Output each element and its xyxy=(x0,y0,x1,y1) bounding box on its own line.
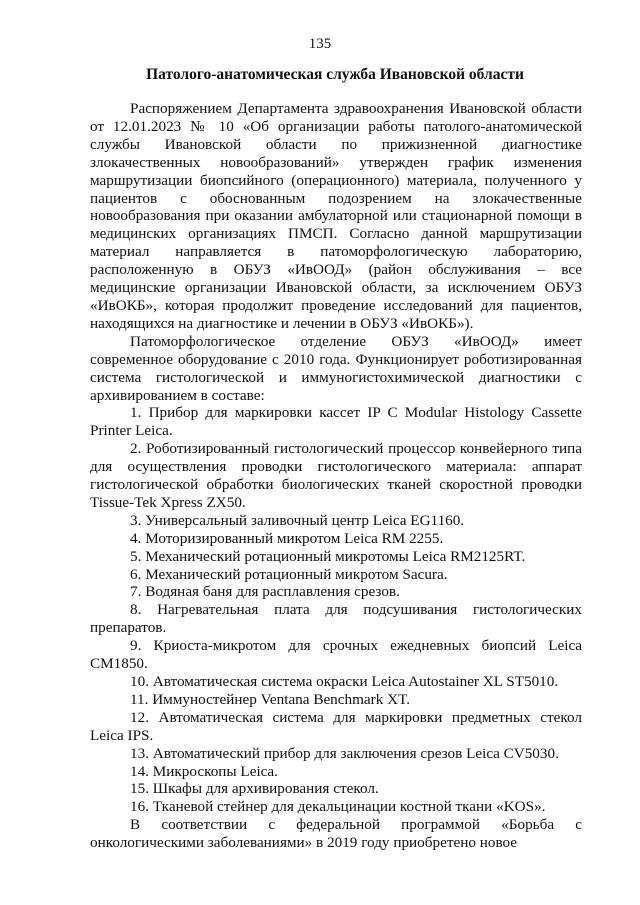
list-item: 14. Микроскопы Leica. xyxy=(130,762,278,780)
list-item: 2. Роботизированный гистологический процессор конвейерного типа для осуществления проводки гистологического материала: аппарат гистологической обработки биологических тканей скоростной проводки Tissue-Tek Xpress ZX50. xyxy=(90,440,582,511)
paragraph: Патоморфологическое отделение ОБУЗ «ИвООД» имеет современное оборудование с 2010 года. Функционирует роботизированная система гистологической и иммуногистохимической диагностики с архивированием в составе: xyxy=(90,332,582,404)
list-item: 16. Тканевой стейнер для декальцинации костной ткани «KOS». xyxy=(130,798,546,816)
list-item: 15. Шкафы для архивирования стекол. xyxy=(130,780,379,798)
document-body xyxy=(90,100,582,852)
list-item: 8. Нагревательная плата для подсушивания гистологических препаратов. xyxy=(90,601,582,637)
list-item: 4. Моторизированный микротом Leica RM 2255. xyxy=(130,529,444,547)
list-item: 1. Прибор для маркировки кассет IP C Modular Histology Cassette Printer Leica. xyxy=(90,404,582,440)
section-title: Патолого-анатомическая служба Ивановской области xyxy=(146,66,524,83)
page-number: 135 xyxy=(308,36,332,52)
list-item: 12. Автоматическая система для маркировки предметных стекол Leica IPS. xyxy=(90,708,582,744)
paragraph: В соответствии с федеральной программой «Борьба с онкологическими заболеваниями» в 2019 году приобретено новое xyxy=(90,816,582,852)
list-item: 9. Криоста-микротом для срочных ежедневных биопсий Leica CM1850. xyxy=(90,637,582,673)
list-item: 13. Автоматический прибор для заключения срезов Leica CV5030. xyxy=(130,744,559,762)
list-item: 6. Механический ротационный микротом Sacura. xyxy=(130,565,448,583)
paragraph: Распоряжением Департамента здравоохранения Ивановской области от 12.01.2023 № 10 «Об организации работы патолого-анатомической службы Ивановской области по прижизненной диагностике злокачественных новообразований» утвержден график изменения маршрутизации биопсийного (операционного) материала, полученного у пациентов с обоснованным подозрением на злокачественные новообразования при оказании амбулаторной или стационарной помощи в медицинских организациях ПМСП. Согласно данной маршрутизации материал направляется в патоморфологическую лабораторию, расположенную в ОБУЗ «ИвООД» (район обслуживания – все медицинские организации Ивановской области, за исключением ОБУЗ «ИвОКБ», которая продолжит проведение исследований для пациентов, находящихся на диагностике и лечении в ОБУЗ «ИвОКБ»). xyxy=(90,100,582,332)
list-item: 10. Автоматическая система окраски Leica Autostainer XL ST5010. xyxy=(130,673,559,690)
list-item: 11. Иммуностейнер Ventana Benchmark XT. xyxy=(130,690,411,708)
list-item: 3. Универсальный заливочный центр Leica EG1160. xyxy=(130,511,465,529)
list-item: 7. Водяная баня для расплавления срезов. xyxy=(130,583,400,601)
list-item: 5. Механический ротационный микротомы Leica RM2125RT. xyxy=(130,547,526,565)
